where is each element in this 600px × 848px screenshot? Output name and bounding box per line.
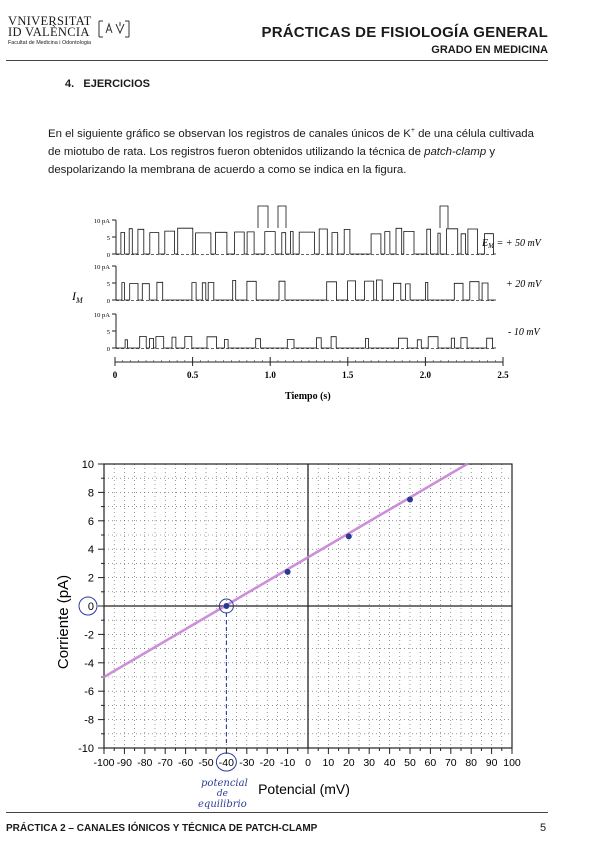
faculty-name: Facultat de Medicina i Odontologia xyxy=(8,40,92,46)
footer-practice-title: PRÁCTICA 2 – CANALES IÓNICOS Y TÉCNICA DE PATCH-CLAMP xyxy=(6,823,318,834)
course-subtitle: GRADO EN MEDICINA xyxy=(431,44,548,56)
x-tick-label: 30 xyxy=(363,757,376,769)
trace-label-20mv: + 20 mV xyxy=(506,279,542,290)
single-channel-traces xyxy=(116,206,496,348)
time-axis xyxy=(113,357,509,380)
y-tick-labels xyxy=(78,459,94,755)
plot-axes xyxy=(98,464,512,754)
y-tick-label: -6 xyxy=(84,686,94,699)
y-tick-label: -8 xyxy=(84,714,94,727)
x-tick-labels xyxy=(93,757,520,769)
university-seal-icon xyxy=(96,18,132,40)
trace-y-tick-label: 10 pA xyxy=(93,264,110,271)
y-tick-label: 10 xyxy=(81,459,94,471)
y-tick-label: -2 xyxy=(84,629,94,642)
x-tick-label: 10 xyxy=(322,757,335,769)
time-axis-tick-label: 2.0 xyxy=(419,370,432,380)
section-number: 4. xyxy=(65,78,75,90)
trace-y-tick-label: 0 xyxy=(106,298,110,305)
x-tick-label: -90 xyxy=(116,757,132,769)
y-tick-label: 2 xyxy=(87,572,94,585)
double-opening xyxy=(440,206,448,228)
handwritten-note-line2: de xyxy=(216,789,228,799)
data-point xyxy=(346,533,352,539)
trace-y-tick-label: 0 xyxy=(106,252,110,259)
course-header xyxy=(262,24,549,56)
x-tick-label: -40 xyxy=(218,757,234,769)
trace-y-axes xyxy=(94,218,496,353)
time-axis-tick-label: 0 xyxy=(112,370,118,380)
handwritten-note-line1: potencial xyxy=(201,778,248,789)
handwritten-note-line3: equilibrio xyxy=(198,799,247,810)
time-axis-label: Tiempo (s) xyxy=(285,391,331,402)
x-tick-label: 20 xyxy=(342,757,355,769)
university-name-line1: VNIVERSITAT xyxy=(8,14,92,28)
x-tick-label: 0 xyxy=(305,757,311,769)
time-axis-tick-label: 0.5 xyxy=(186,370,199,380)
double-opening xyxy=(258,206,268,228)
double-opening xyxy=(278,206,286,228)
x-tick-label: -10 xyxy=(280,757,296,769)
x-tick-label: 40 xyxy=(383,757,396,769)
x-axis-label: Potencial (mV) xyxy=(258,781,350,797)
trace-y-tick-label: 5 xyxy=(106,281,110,288)
footer-divider xyxy=(6,812,548,813)
x-tick-label: -50 xyxy=(198,757,214,769)
x-tick-label: -70 xyxy=(157,757,173,769)
section-title: EJERCICIOS xyxy=(83,78,150,90)
single-channel-trace xyxy=(116,228,496,254)
trace-y-tick-label: 10 pA xyxy=(93,218,110,225)
time-axis-tick-label: 1.5 xyxy=(342,370,354,380)
trace-y-tick-label: 0 xyxy=(106,346,110,353)
university-name-line2: ID VALÈNCIA xyxy=(8,25,90,39)
x-tick-label: 60 xyxy=(424,757,437,769)
data-point xyxy=(223,603,229,609)
current-voltage-plot xyxy=(40,452,560,812)
y-axis-label: Corriente (pA) xyxy=(55,574,72,670)
single-channel-trace xyxy=(116,336,496,348)
single-channel-trace xyxy=(116,280,496,300)
trace-label-50mv: $E_M$ = + 50 mV xyxy=(482,238,541,250)
data-point xyxy=(407,497,413,503)
x-tick-label: 100 xyxy=(503,757,521,769)
y-tick-label: -10 xyxy=(78,743,94,755)
trace-y-axis-label: $I_M$ xyxy=(72,289,83,305)
x-tick-label: -60 xyxy=(178,757,194,769)
y-tick-label: 0 xyxy=(87,601,94,613)
x-tick-label: 70 xyxy=(444,757,457,769)
x-tick-label: -30 xyxy=(239,757,255,769)
trace-y-tick-label: 5 xyxy=(106,329,110,336)
x-tick-label: 80 xyxy=(465,757,478,769)
trace-label-minus10mv: - 10 mV xyxy=(508,327,540,338)
y-tick-label: 8 xyxy=(87,487,94,500)
trace-y-tick-label: 10 pA xyxy=(93,312,110,319)
trace-y-tick-label: 5 xyxy=(106,235,110,242)
x-tick-label: 50 xyxy=(404,757,416,769)
patch-clamp-traces-figure xyxy=(60,204,560,404)
university-logo xyxy=(8,16,138,46)
x-tick-label: -100 xyxy=(93,757,115,769)
x-tick-label: 90 xyxy=(485,757,498,769)
y-tick-label: 6 xyxy=(87,515,94,528)
y-tick-label: 4 xyxy=(87,544,94,557)
x-tick-label: -80 xyxy=(137,757,153,769)
course-title: PRÁCTICAS DE FISIOLOGÍA GENERAL xyxy=(261,24,548,41)
header-divider xyxy=(6,60,548,61)
page-number: 5 xyxy=(540,822,547,834)
data-point xyxy=(285,569,291,575)
plot-series xyxy=(104,464,467,677)
y-tick-label: -4 xyxy=(84,657,94,670)
section-heading xyxy=(65,78,150,90)
exercise-description: En el siguiente gráfico se observan los registros de canales únicos de K+ de una célula cultivada de miotubo de rata. Los registros fueron obtenidos utilizando la técnica de patch-clamp y despolarizando la membrana de acuerdo a como se indica en la figura. xyxy=(48,127,534,176)
time-axis-tick-label: 1.0 xyxy=(264,370,276,380)
time-axis-tick-label: 2.5 xyxy=(497,370,509,380)
x-tick-label: -20 xyxy=(259,757,275,769)
